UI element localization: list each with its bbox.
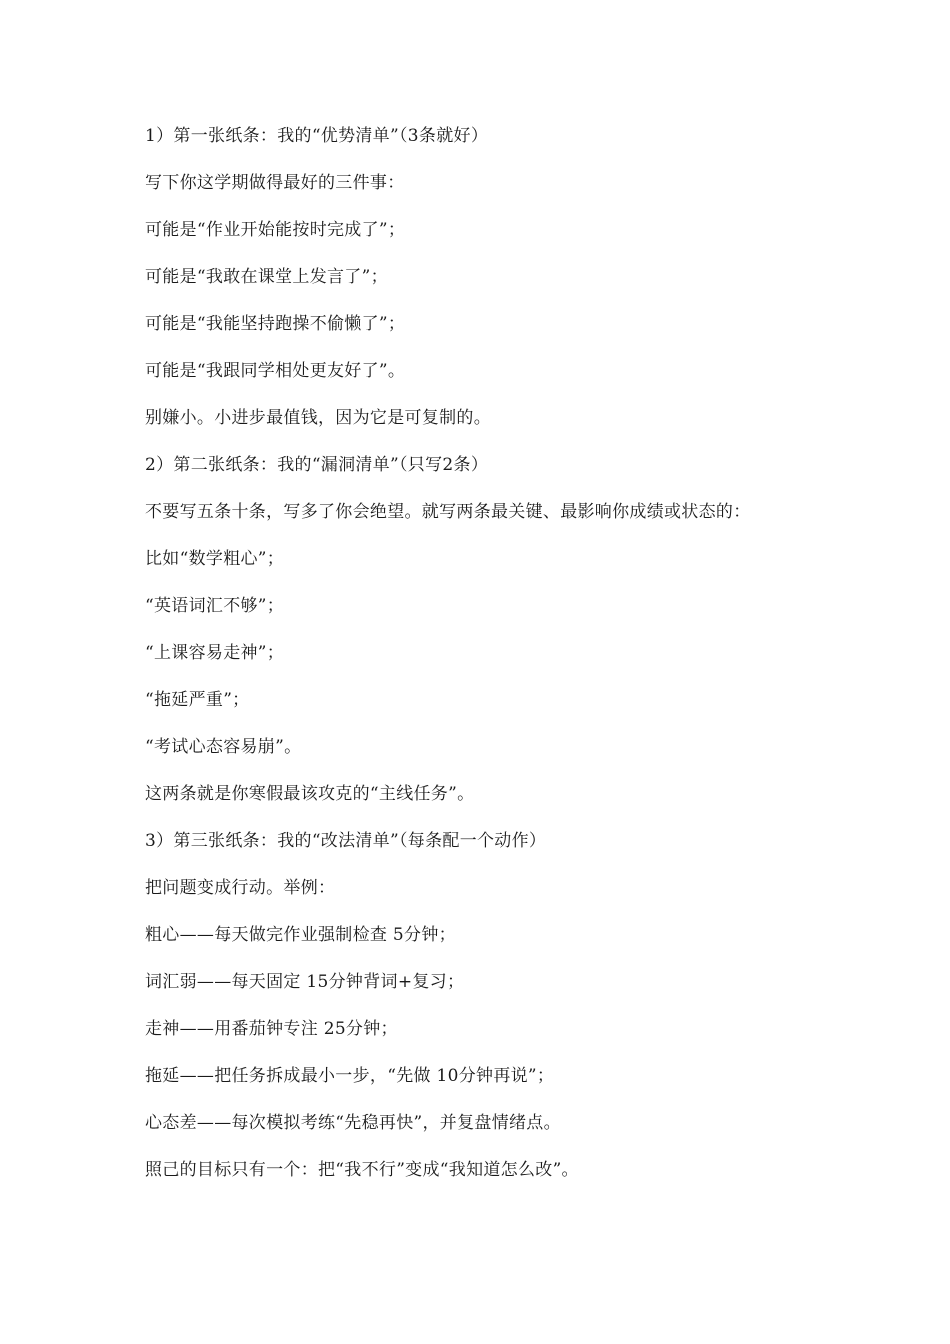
heading-gaps-list: 2）第二张纸条：我的“漏洞清单”（只写2条） — [145, 455, 489, 475]
list-item: 词汇弱——每天固定 15分钟背词+复习； — [145, 972, 465, 992]
paragraph: 这两条就是你寒假最该攻克的“主线任务”。 — [145, 784, 475, 804]
document-body — [145, 122, 795, 1203]
heading-strengths-list: 1）第一张纸条：我的“优势清单”（3条就好） — [145, 126, 489, 146]
list-item: 可能是“我能坚持跑操不偷懒了”； — [145, 314, 406, 334]
list-item: 可能是“我跟同学相处更友好了”。 — [145, 361, 406, 381]
list-item: 可能是“我敢在课堂上发言了”； — [145, 267, 388, 287]
list-item: 走神——用番茄钟专注 25分钟； — [145, 1019, 398, 1039]
list-item: 粗心——每天做完作业强制检查 5分钟； — [145, 925, 456, 945]
list-item: 拖延——把任务拆成最小一步，“先做 10分钟再说”； — [145, 1066, 555, 1086]
paragraph: 把问题变成行动。举例： — [145, 878, 336, 898]
list-item: “上课容易走神”； — [145, 643, 285, 663]
list-item: “英语词汇不够”； — [145, 596, 285, 616]
list-item: 比如“数学粗心”； — [145, 549, 285, 569]
list-item: 心态差——每次模拟考练“先稳再快”，并复盘情绪点。 — [145, 1113, 561, 1133]
list-item: “拖延严重”； — [145, 690, 250, 710]
list-item: “考试心态容易崩”。 — [145, 737, 302, 757]
paragraph: 写下你这学期做得最好的三件事： — [145, 173, 405, 193]
paragraph: 照己的目标只有一个：把“我不行”变成“我知道怎么改”。 — [145, 1160, 579, 1180]
heading-fix-list: 3）第三张纸条：我的“改法清单”（每条配一个动作） — [145, 831, 547, 851]
list-item: 可能是“作业开始能按时完成了”； — [145, 220, 406, 240]
paragraph: 别嫌小。小进步最值钱，因为它是可复制的。 — [145, 408, 491, 428]
paragraph: 不要写五条十条，写多了你会绝望。就写两条最关键、最影响你成绩或状态的： — [145, 502, 751, 522]
